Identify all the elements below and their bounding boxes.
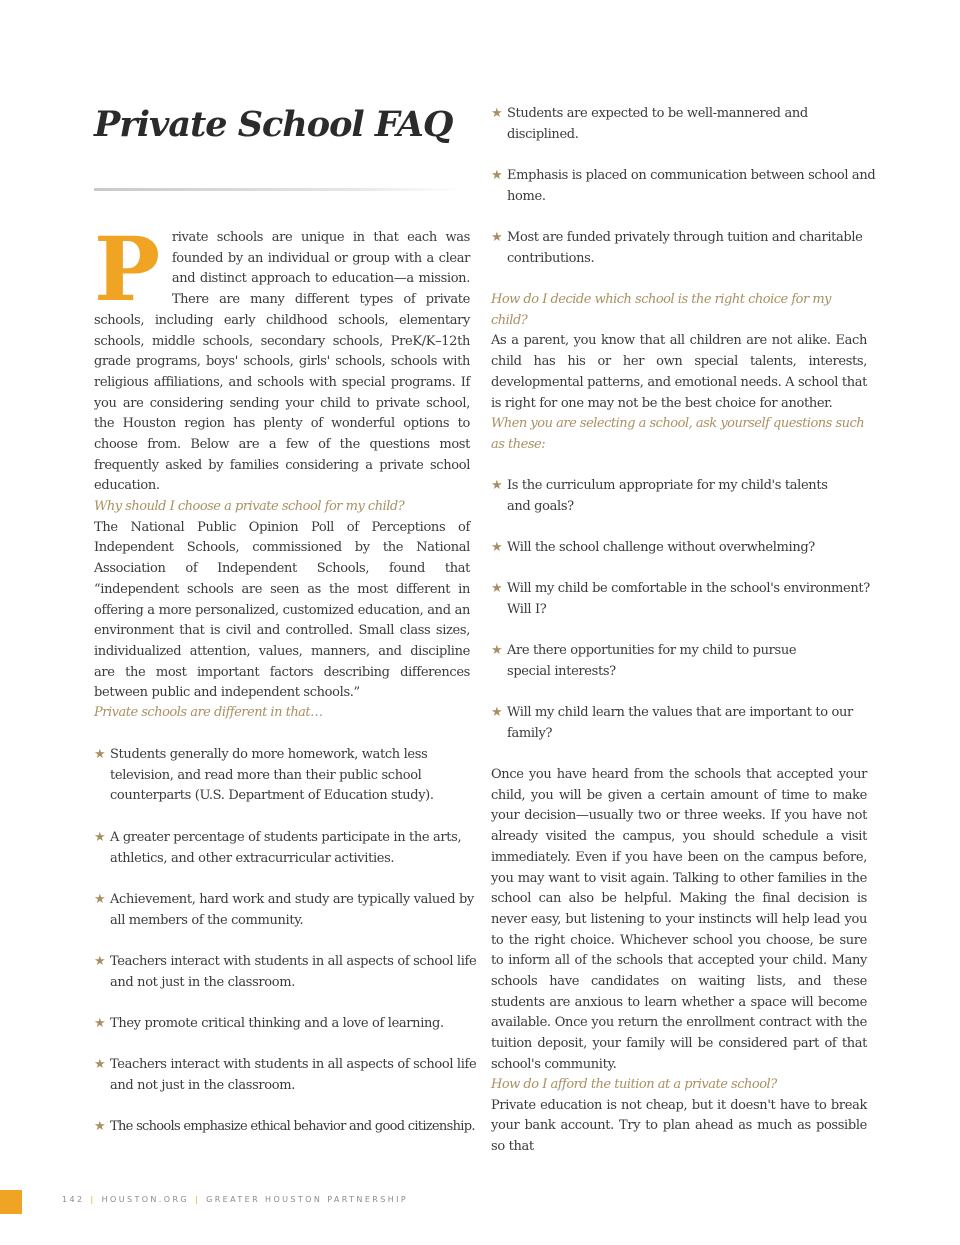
intro-paragraph	[94, 217, 470, 497]
footer-separator: |	[195, 1195, 201, 1204]
questions-heading: When you are selecting a school, ask yourself questions such as these:	[491, 416, 865, 452]
star-icon: ★	[94, 954, 106, 969]
list-item: ★ Most are funded privately through tuition and charitable contributions.	[491, 230, 863, 266]
why-section	[94, 497, 470, 704]
star-icon: ★	[94, 830, 106, 845]
accepted-paragraph: Once you have heard from the schools that accepted your child, you will be given a certain amount of time to make your decision—usually two or three weeks. If you have not already visited the campus, you should schedule a visit immediately. Even if you have been on the campus before, you may want to visit again. Talking to other families in the school can also be helpful. Making the final decision is never easy, but listening to your instincts will help lead you to the right choice. Whichever school you choose, be sure to inform all of the schools that accepted your child. Many schools have candidates on waiting lists, and these students are anxious to learn whether a space will become available. Once you return the enrollment contract with the tuition deposit, your family will be considered part of that school's community.	[491, 767, 867, 1072]
title-divider	[94, 188, 462, 191]
list-item: ★ They promote critical thinking and a love of learning.	[94, 1014, 480, 1035]
decide-section	[491, 290, 867, 414]
star-icon: ★	[491, 643, 503, 658]
afford-heading: How do I afford the tuition at a private school?	[491, 1077, 777, 1092]
footer	[62, 1195, 408, 1204]
star-icon: ★	[94, 1119, 105, 1134]
intro-section	[94, 217, 470, 497]
star-icon: ★	[94, 892, 106, 907]
star-icon: ★	[94, 1016, 106, 1031]
page-number: 142	[62, 1195, 85, 1204]
page-title: Private School FAQ	[94, 104, 453, 145]
star-icon: ★	[491, 540, 503, 555]
list-item: ★ Teachers interact with students in all aspects of school life and not just in the classroom.	[94, 1057, 477, 1093]
afford-section	[491, 1075, 867, 1158]
list-item: ★ Teachers interact with students in all aspects of school life and not just in the classroom.	[94, 954, 477, 990]
list-item: ★ Will the school challenge without overwhelming?	[491, 538, 883, 559]
list-item: ★ The schools emphasize ethical behavior and good citizenship.	[94, 1117, 486, 1138]
why-heading: Why should I choose a private school for my child?	[94, 499, 405, 514]
footer-separator: |	[90, 1195, 96, 1204]
star-icon: ★	[491, 106, 503, 121]
list-item: ★ Students generally do more homework, watch less television, and read more than their public school counterparts (U.S. Department of Education study).	[94, 747, 434, 804]
list-item: ★ Are there opportunities for my child to pursue special interests?	[491, 643, 797, 679]
why-paragraph: The National Public Opinion Poll of Perceptions of Independent Schools, commissioned by the National Association of Independent Schools, found that “independent schools are seen as the most different in offering a more personalized, customized education, and an environment that is civil and controlled. Small class sizes, individualized attention, values, manners, and discipline are the most important factors describing differences between public and independent schools.”	[94, 519, 470, 701]
list-item: ★ Achievement, hard work and study are typically valued by all members of the community.	[94, 892, 474, 928]
footer-org: GREATER HOUSTON PARTNERSHIP	[206, 1195, 409, 1204]
list-item: ★ Emphasis is placed on communication between school and home.	[491, 168, 876, 204]
star-icon: ★	[94, 1057, 106, 1072]
list-item: ★ Students are expected to be well-mannered and disciplined.	[491, 106, 808, 142]
footer-accent-block	[0, 1190, 22, 1214]
star-icon: ★	[491, 168, 503, 183]
star-icon: ★	[491, 581, 503, 596]
drop-cap: P	[94, 217, 160, 321]
star-icon: ★	[491, 230, 503, 245]
intro-text: rivate schools are unique in that each was founded by an individual or group with a clear and distinct approach to education—a mission. There are many different types of private schools, including early childhood schools, elementary schools, middle schools, secondary schools, PreK/K–12th grade programs, boys' schools, girls' schools, schools with religious affiliations, and schools with special programs. If you are considering sending your child to private school, the Houston region has plenty of wonderful options to choose from. Below are a few of the questions most frequently asked by families considering a private school education.	[94, 230, 470, 494]
star-icon: ★	[491, 478, 503, 493]
decide-heading: How do I decide which school is the right choice for my child?	[491, 292, 831, 328]
star-icon: ★	[94, 747, 106, 762]
list-item: ★ Will my child be comfortable in the school's environment? Will I?	[491, 581, 870, 617]
footer-site[interactable]: HOUSTON.ORG	[101, 1195, 190, 1204]
different-heading: Private schools are different in that…	[94, 705, 323, 720]
afford-paragraph: Private education is not cheap, but it doesn't have to break your bank account. Try to plan ahead as much as possible so that	[491, 1097, 867, 1155]
list-item: ★ A greater percentage of students participate in the arts, athletics, and other extracurricular activities.	[94, 830, 462, 866]
star-icon: ★	[491, 705, 503, 720]
decide-paragraph: As a parent, you know that all children are not alike. Each child has his or her own special talents, interests, developmental patterns, and emotional needs. A school that is right for one may not be the best choice for another.	[491, 333, 867, 411]
list-item: ★ Is the curriculum appropriate for my child's talents and goals?	[491, 478, 828, 514]
list-item: ★ Will my child learn the values that are important to our family?	[491, 705, 853, 741]
